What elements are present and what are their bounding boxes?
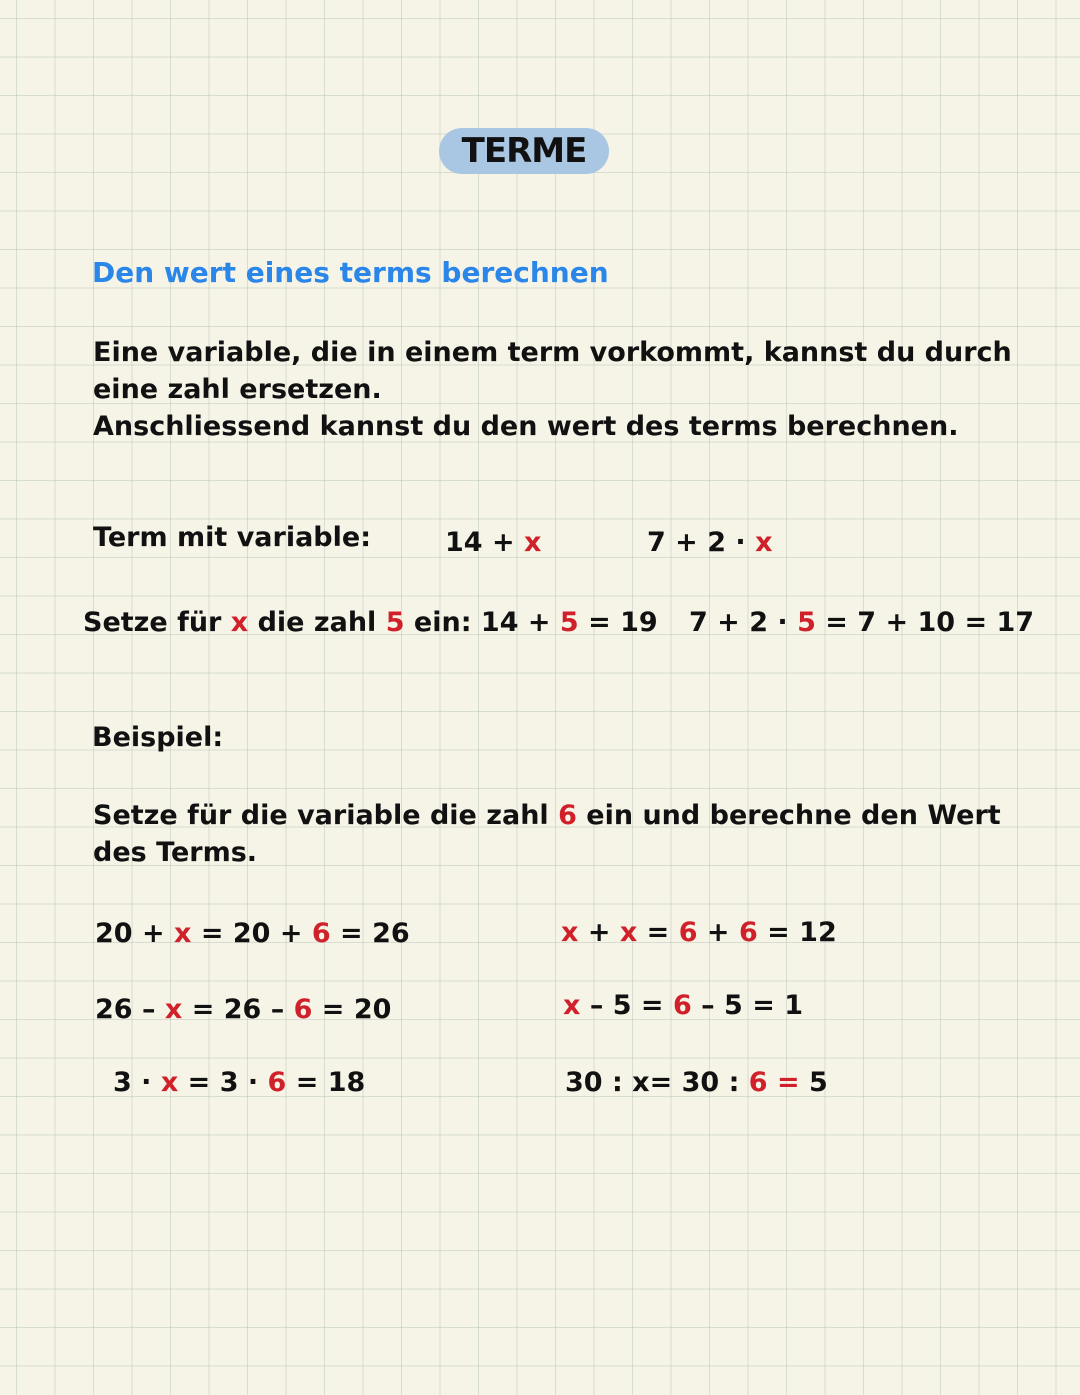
variable-x: x [160, 1067, 179, 1098]
term-1-text: 14 + [445, 527, 524, 558]
variable-x: x [561, 917, 579, 948]
section-heading: Den wert eines terms berechnen [92, 256, 609, 289]
intro-line-3: Anschliessend kannst du den wert des terms berechnen. [93, 411, 959, 442]
text-part: – 5 = 1 [691, 990, 804, 1021]
text-part: 5 [809, 1067, 828, 1098]
text-part: = 3 · [178, 1067, 268, 1098]
equation-1 [95, 918, 410, 949]
variable-x: x [755, 527, 773, 558]
text-part: 30 : x= 30 : [565, 1067, 749, 1098]
page-title: TERME [461, 131, 587, 171]
text-part: 26 – [95, 994, 165, 1025]
value-number: 6 [738, 917, 758, 948]
substitute-equation-2 [689, 607, 1034, 638]
term-example-1 [445, 527, 541, 558]
equation-4 [561, 917, 837, 948]
text-part: 7 + 2 · [689, 607, 798, 638]
value-number: 6 [293, 994, 313, 1025]
value-number: 6 [558, 800, 577, 831]
intro-line-1: Eine variable, die in einem term vorkommt, kannst du durch [93, 337, 1012, 368]
text-part: Setze für [83, 607, 231, 638]
value-number: 6 [267, 1067, 287, 1098]
text-part: ein und berechne den Wert [576, 800, 1001, 831]
text-part: = 20 [312, 994, 392, 1025]
value-number: 6 [678, 917, 698, 948]
text-part: – 5 = [580, 990, 673, 1021]
text-part: = 26 – [182, 994, 294, 1025]
variable-x: x [230, 607, 249, 638]
intro-line-2: eine zahl ersetzen. [93, 374, 382, 405]
variable-x: x [563, 990, 581, 1021]
equation-3 [113, 1067, 365, 1098]
text-part: 20 + [95, 918, 174, 949]
variable-x: x [619, 917, 638, 948]
text-part: ein: 14 + [404, 607, 560, 638]
text-part: = 20 + [191, 918, 312, 949]
term-example-2 [647, 527, 772, 558]
value-number: 5 [385, 607, 405, 638]
term-label: Term mit variable: [93, 522, 371, 553]
example-task [93, 797, 1001, 871]
equation-6 [565, 1067, 828, 1098]
text-part: = 7 + 10 = 17 [815, 607, 1035, 638]
intro-paragraph [93, 334, 1012, 445]
task-line-1 [93, 797, 1001, 834]
title-badge [439, 128, 609, 174]
value-number: 5 [797, 607, 816, 638]
text-part: + [697, 917, 739, 948]
value-number: 6 [311, 918, 331, 949]
text-part: die zahl [248, 607, 386, 638]
variable-x: x [524, 527, 542, 558]
equation-2 [95, 994, 391, 1025]
text-part: 3 · [113, 1067, 161, 1098]
value-number: 6 [748, 1067, 768, 1098]
text-part: + [578, 917, 620, 948]
task-line-2: des Terms. [93, 837, 258, 868]
text-part: = 26 [330, 918, 410, 949]
text-part: = 12 [757, 917, 837, 948]
text-part: = 19 [578, 607, 658, 638]
example-label: Beispiel: [92, 722, 224, 753]
term-2-text: 7 + 2 · [647, 527, 756, 558]
variable-x: x [174, 918, 192, 949]
equation-5 [563, 990, 803, 1021]
text-part: = [637, 917, 679, 948]
variable-x: x [164, 994, 183, 1025]
value-number: 5 [559, 607, 579, 638]
text-part: Setze für die variable die zahl [93, 800, 559, 831]
equals-sign: = [767, 1067, 810, 1098]
text-part: = 18 [286, 1067, 366, 1098]
substitute-sentence [83, 607, 658, 638]
value-number: 6 [672, 990, 692, 1021]
